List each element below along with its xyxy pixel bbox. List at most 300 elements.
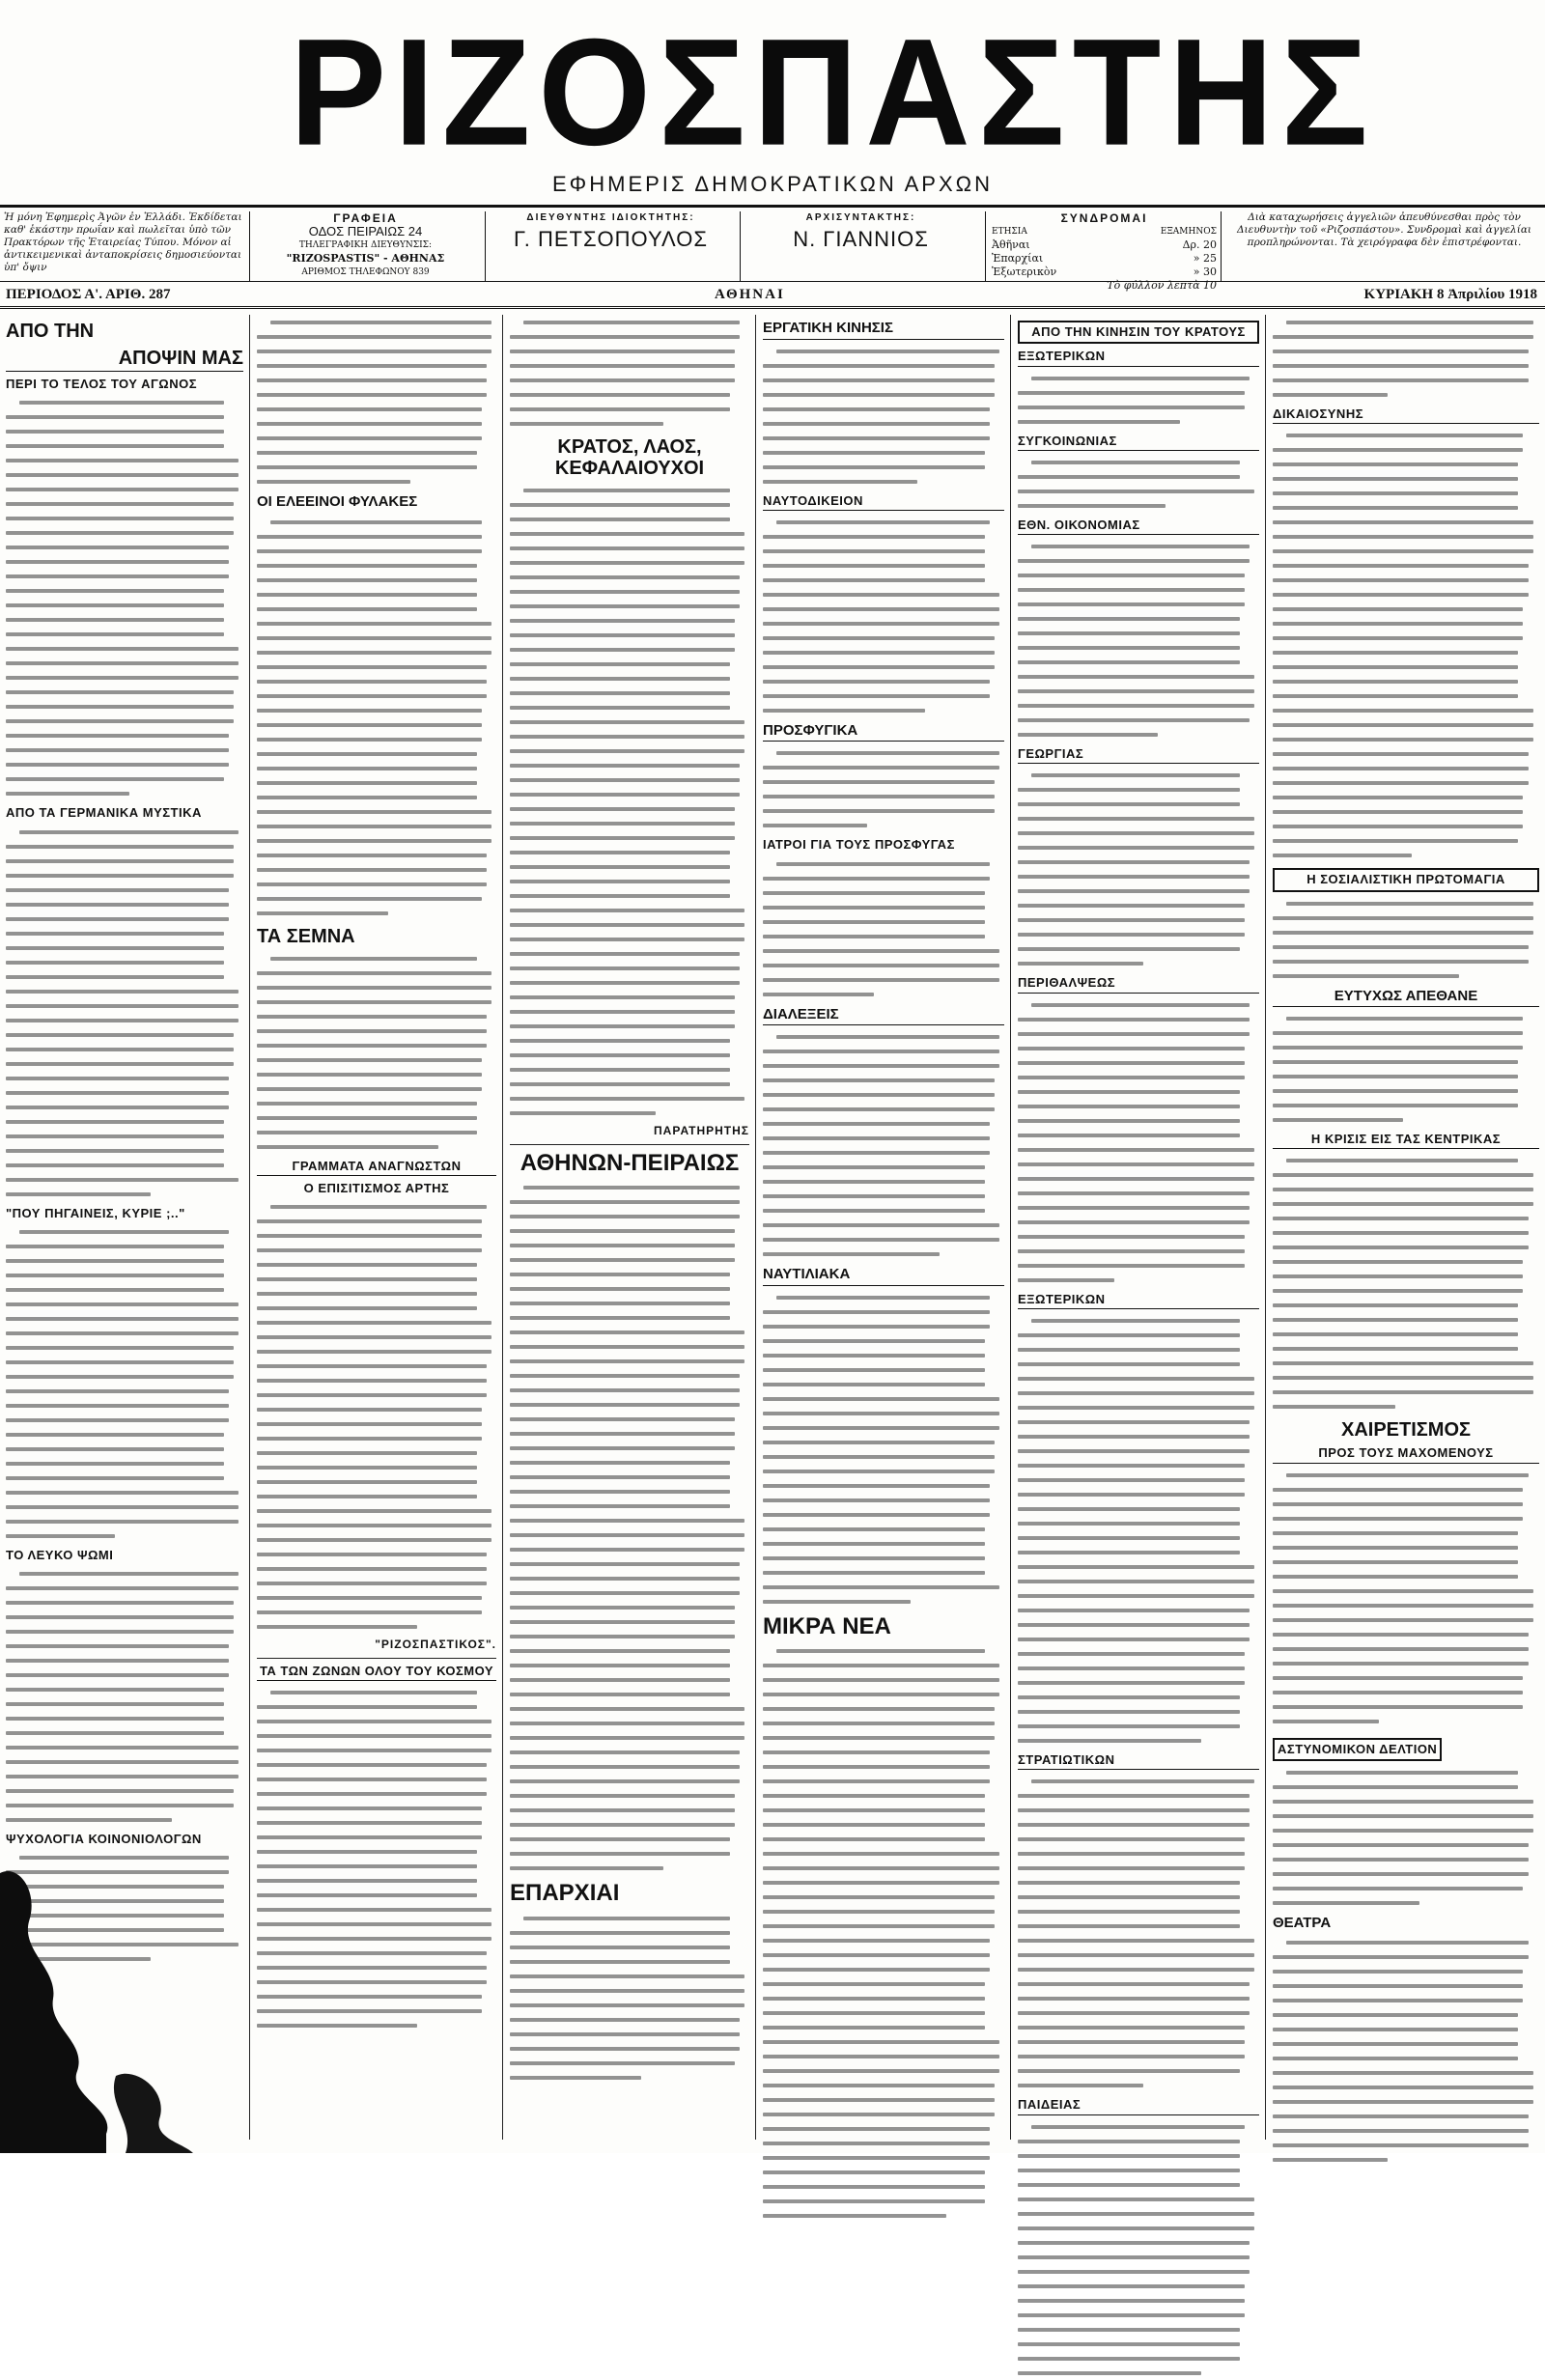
- text-line: [257, 630, 496, 645]
- article-body: [257, 1199, 496, 1634]
- text-line: [1018, 626, 1259, 640]
- text-line: [1018, 2163, 1259, 2177]
- text-line: [1018, 1386, 1259, 1400]
- text-line: [510, 1296, 749, 1310]
- text-line: [1273, 717, 1539, 732]
- text-line: [6, 1725, 243, 1740]
- offices-phone: ΑΡΙΘΜΟΣ ΤΗΛΕΦΩΝΟΥ 839: [301, 267, 430, 277]
- text-line: [1273, 1069, 1539, 1083]
- text-line: [1273, 645, 1539, 659]
- text-line: [257, 848, 496, 862]
- text-line: [1018, 1157, 1259, 1171]
- text-line: [763, 1832, 1004, 1846]
- text-line: [1018, 1788, 1259, 1803]
- text-line: [763, 1918, 1004, 1933]
- text-line: [510, 2041, 749, 2056]
- article-body: [510, 315, 749, 431]
- text-line: [763, 2121, 1004, 2136]
- text-line: [763, 1232, 1004, 1246]
- text-line: [763, 818, 1004, 832]
- text-line: [257, 1801, 496, 1815]
- text-line: [1018, 1661, 1259, 1675]
- text-line: [257, 1214, 496, 1228]
- text-line: [763, 1420, 1004, 1435]
- text-line: [763, 1788, 1004, 1803]
- text-line: [257, 616, 496, 630]
- text-line: [6, 656, 243, 670]
- text-line: [1273, 315, 1539, 329]
- text-line: [763, 1290, 1004, 1304]
- text-line: [1018, 956, 1259, 970]
- text-line: [257, 877, 496, 891]
- text-line: [510, 497, 749, 512]
- text-line: [257, 2003, 496, 2018]
- text-line: [763, 885, 1004, 900]
- text-line: [510, 1629, 749, 1643]
- offices-telegraph-label: ΤΗΛΕΓΡΑΦΙΚΗ ΔΙΕΥΘΥΝΣΙΣ:: [298, 240, 433, 250]
- text-line: [1018, 898, 1259, 912]
- text-line: [1273, 1399, 1539, 1414]
- text-line: [1018, 1918, 1259, 1933]
- text-line: [510, 1484, 749, 1498]
- text-line: [763, 1348, 1004, 1362]
- text-line: [257, 1619, 496, 1634]
- column-5: [1018, 315, 1259, 2140]
- text-line: [1273, 457, 1539, 471]
- text-line: [1018, 727, 1259, 742]
- text-line: [1273, 1612, 1539, 1627]
- article-body: [763, 856, 1004, 1001]
- text-line: [763, 1536, 1004, 1551]
- text-line: [6, 1740, 243, 1754]
- text-line: [257, 1888, 496, 1902]
- text-line: [763, 1643, 1004, 1658]
- text-line: [510, 1354, 749, 1368]
- text-line: [257, 966, 496, 980]
- text-line: [763, 2092, 1004, 2107]
- text-line: [1273, 630, 1539, 645]
- text-line: [763, 1875, 1004, 1890]
- text-line: [510, 1730, 749, 1745]
- article-heading: ΠΑΙΔΕΙΑΣ: [1018, 2098, 1259, 2114]
- text-line: [510, 1861, 749, 1875]
- text-line: [1273, 1765, 1539, 1779]
- subs-half: ΕΞΑΜΗΝΟΣ: [1160, 227, 1217, 237]
- torn-paper-damage: [0, 1834, 193, 2153]
- article-body: [510, 1180, 749, 1875]
- text-line: [510, 671, 749, 686]
- text-line: [1273, 1823, 1539, 1837]
- text-line: [763, 2194, 1004, 2208]
- text-line: [510, 526, 749, 541]
- text-line: [6, 1514, 243, 1528]
- text-line: [1273, 1779, 1539, 1794]
- article-heading: ΝΑΥΤΙΛΙΑΚΑ: [763, 1267, 1004, 1286]
- text-line: [510, 845, 749, 859]
- text-line: [257, 1728, 496, 1743]
- article-heading: ΤΑ ΣΕΜΝΑ: [257, 925, 355, 947]
- text-line: [510, 2012, 749, 2027]
- text-line: [6, 714, 243, 728]
- text-line: [257, 1315, 496, 1330]
- text-line: [6, 1624, 243, 1638]
- article-heading: ΑΣΤΥΝΟΜΙΚΟΝ ΔΕΛΤΙΟΝ: [1273, 1738, 1442, 1761]
- text-line: [6, 1042, 243, 1056]
- text-line: [1273, 2065, 1539, 2080]
- text-line: [763, 2049, 1004, 2063]
- text-line: [510, 1470, 749, 1484]
- text-line: [763, 1478, 1004, 1493]
- offices-heading: ΓΡΑΦΕΙΑ: [333, 211, 398, 225]
- text-line: [763, 358, 1004, 373]
- text-line: [510, 903, 749, 917]
- text-line: [1018, 1817, 1259, 1832]
- text-line: [1018, 1273, 1259, 1287]
- text-line: [510, 917, 749, 932]
- text-line: [1018, 1400, 1259, 1414]
- text-line: [1273, 910, 1539, 925]
- text-line: [1018, 640, 1259, 655]
- article-body: [1273, 896, 1539, 983]
- text-line: [257, 775, 496, 790]
- subs-row-label: Ἐξωτερικὸν: [992, 266, 1057, 278]
- text-line: [1273, 558, 1539, 573]
- text-line: [763, 1701, 1004, 1716]
- text-line: [510, 1832, 749, 1846]
- subs-row-label: Ἐπαρχίαι: [992, 252, 1044, 265]
- text-line: [763, 1846, 1004, 1861]
- article-body: [763, 1290, 1004, 1609]
- text-line: [1018, 1229, 1259, 1244]
- text-line: [1273, 775, 1539, 790]
- text-line: [1018, 2063, 1259, 2078]
- text-line: [510, 714, 749, 729]
- text-line: [6, 453, 243, 467]
- text-line: [510, 1033, 749, 1048]
- text-line: [1273, 329, 1539, 344]
- text-line: [763, 1933, 1004, 1947]
- text-line: [510, 358, 749, 373]
- text-line: [257, 1815, 496, 1830]
- text-line: [1018, 1530, 1259, 1545]
- text-line: [763, 1991, 1004, 2005]
- text-line: [1018, 1487, 1259, 1501]
- text-line: [1018, 840, 1259, 854]
- text-line: [1273, 2051, 1539, 2065]
- text-line: [510, 1542, 749, 1556]
- text-line: [1018, 768, 1259, 782]
- text-line: [6, 1282, 243, 1297]
- text-line: [763, 1391, 1004, 1406]
- text-line: [257, 645, 496, 659]
- text-line: [257, 1139, 496, 1154]
- text-line: [1018, 1516, 1259, 1530]
- text-line: [1273, 1670, 1539, 1685]
- text-line: [1273, 544, 1539, 558]
- text-line: [763, 2078, 1004, 2092]
- text-line: [510, 1252, 749, 1267]
- text-line: [1273, 1699, 1539, 1714]
- text-line: [763, 1333, 1004, 1348]
- text-line: [510, 628, 749, 642]
- text-line: [1273, 1182, 1539, 1196]
- text-line: [6, 1129, 243, 1143]
- issue-number: ΠΕΡΙΟΔΟΣ Α'. ΑΡΙΘ. 287: [6, 287, 171, 302]
- article-heading: ΘΕΑΤΡΑ: [1273, 1914, 1332, 1931]
- text-line: [1018, 782, 1259, 797]
- text-line: [1018, 1617, 1259, 1632]
- text-line: [6, 1667, 243, 1682]
- text-line: [1018, 1041, 1259, 1055]
- text-line: [1273, 1935, 1539, 1949]
- text-line: [1273, 1808, 1539, 1823]
- text-line: [763, 431, 1004, 445]
- text-line: [1018, 1846, 1259, 1861]
- editor-name: Ν. ΓΙΑΝΝΙΟΣ: [793, 227, 929, 251]
- text-line: [510, 1412, 749, 1426]
- text-line: [1273, 529, 1539, 544]
- text-line: [510, 1513, 749, 1527]
- text-line: [510, 859, 749, 874]
- article-body: [257, 951, 496, 1154]
- text-line: [1273, 602, 1539, 616]
- text-line: [257, 891, 496, 906]
- text-line: [1273, 2022, 1539, 2036]
- text-line: [510, 1004, 749, 1019]
- text-line: [763, 1580, 1004, 1594]
- text-line: [1273, 1283, 1539, 1298]
- owner-name: Γ. ΠΕΤΣΟΠΟΥΛΟΣ: [514, 227, 708, 251]
- text-line: [1018, 1832, 1259, 1846]
- section-heading: ΕΡΓΑΤΙΚΗ ΚΙΝΗΣΙΣ: [763, 321, 1004, 340]
- text-line: [6, 940, 243, 955]
- text-line: [6, 598, 243, 612]
- text-line: [257, 1844, 496, 1859]
- text-line: [763, 745, 1004, 760]
- text-line: [510, 1817, 749, 1832]
- text-line: [6, 911, 243, 926]
- text-line: [763, 402, 1004, 416]
- text-line: [257, 761, 496, 775]
- text-line: [510, 1426, 749, 1441]
- text-line: [6, 1413, 243, 1427]
- text-line: [6, 1071, 243, 1085]
- text-line: [1273, 1656, 1539, 1670]
- text-line: [6, 1442, 243, 1456]
- divider: [510, 1144, 749, 1145]
- text-line: [510, 1846, 749, 1861]
- text-line: [510, 373, 749, 387]
- text-line: [6, 926, 243, 940]
- text-line: [6, 569, 243, 583]
- text-line: [1273, 1327, 1539, 1341]
- text-line: [6, 467, 243, 482]
- text-line: [1018, 1603, 1259, 1617]
- article-body: [257, 1685, 496, 2032]
- text-line: [510, 1368, 749, 1383]
- text-line: [6, 1326, 243, 1340]
- text-line: [763, 387, 1004, 402]
- text-line: [1018, 1458, 1259, 1472]
- text-line: [257, 1081, 496, 1096]
- text-line: [510, 1969, 749, 1983]
- text-line: [1018, 1704, 1259, 1719]
- text-line: [510, 2070, 749, 2085]
- text-line: [1273, 1011, 1539, 1025]
- text-line: [257, 1125, 496, 1139]
- text-line: [1273, 2007, 1539, 2022]
- text-line: [1018, 1113, 1259, 1128]
- text-line: [1273, 1312, 1539, 1327]
- text-line: [6, 525, 243, 540]
- article-body: [6, 1566, 243, 1827]
- article-heading: ΚΡΑΤΟΣ, ΛΑΟΣ, ΚΕΦΑΛΑΙΟΥΧΟΙ: [554, 436, 705, 479]
- text-line: [1018, 2020, 1259, 2034]
- notice-box: Ἡ μόνη Ἐφημερὶς Ἀγῶν ἐν Ἑλλάδι. Ἐκδίδεται καθ' ἑκάστην πρωΐαν καὶ πωλεῖται ὑπὸ τῶν Πρακτόρων τῆς Ἑταιρείας Τύπου. Μόνον αἱ ἀντικειμενικαὶ ἀνταποκρίσεις δημοσιεύονται ὑπ' ὄψιν: [4, 211, 242, 273]
- text-line: [257, 460, 496, 474]
- text-line: [1018, 1904, 1259, 1918]
- text-line: [1018, 1171, 1259, 1186]
- text-line: [1273, 1949, 1539, 1964]
- text-line: [257, 1199, 496, 1214]
- article-heading: ΠΕΡΙΘΑΛΨΕΩΣ: [1018, 976, 1259, 993]
- section-heading: ΑΠΟ ΤΗΝ ΚΙΝΗΣΙΝ ΤΟΥ ΚΡΑΤΟΥΣ: [1018, 321, 1259, 344]
- article-body: [6, 395, 243, 800]
- text-line: [763, 1890, 1004, 1904]
- text-line: [1018, 469, 1259, 484]
- text-line: [1273, 1583, 1539, 1598]
- text-line: [257, 1743, 496, 1757]
- text-line: [1273, 819, 1539, 833]
- text-line: [763, 558, 1004, 573]
- column-rule: [1010, 315, 1011, 2140]
- text-line: [257, 558, 496, 573]
- text-line: [6, 1595, 243, 1610]
- text-line: [1273, 1964, 1539, 1978]
- text-line: [1273, 387, 1539, 402]
- article-heading: ΕΞΩΤΕΡΙΚΩΝ: [1018, 1293, 1259, 1309]
- text-line: [6, 1456, 243, 1470]
- article-heading: "ΠΟΥ ΠΗΓΑΙΝΕΙΣ, ΚΥΡΙΕ ;..": [6, 1205, 185, 1220]
- text-line: [1018, 1258, 1259, 1273]
- text-line: [1273, 761, 1539, 775]
- article-body: [510, 483, 749, 1120]
- text-line: [6, 1311, 243, 1326]
- subscriptions-box: [985, 211, 1217, 292]
- text-line: [763, 1962, 1004, 1976]
- text-line: [1273, 2152, 1539, 2167]
- text-line: [763, 344, 1004, 358]
- text-line: [510, 743, 749, 758]
- text-line: [6, 1187, 243, 1201]
- article-heading: ΨΥΧΟΛΟΓΙΑ ΚΟΙΝΟΝΙΟΛΟΓΩΝ: [6, 1832, 202, 1847]
- subs-row-label: Ἀθῆναι: [992, 238, 1030, 251]
- text-line: [510, 1643, 749, 1658]
- text-line: [510, 1954, 749, 1969]
- text-line: [510, 483, 749, 497]
- text-line: [1273, 1554, 1539, 1569]
- text-line: [510, 772, 749, 787]
- text-line: [510, 946, 749, 961]
- text-line: [510, 1281, 749, 1296]
- text-line: [1018, 1414, 1259, 1429]
- text-line: [510, 1048, 749, 1062]
- text-line: [510, 830, 749, 845]
- text-line: [257, 387, 496, 402]
- column-3: [510, 315, 749, 2140]
- text-line: [6, 969, 243, 984]
- text-line: [257, 1946, 496, 1960]
- article-body: [1273, 428, 1539, 862]
- text-line: [257, 980, 496, 994]
- text-line: [257, 833, 496, 848]
- text-line: [763, 1087, 1004, 1102]
- text-line: [257, 315, 496, 329]
- column-rule: [502, 315, 503, 2140]
- text-line: [763, 1246, 1004, 1261]
- text-line: [6, 998, 243, 1013]
- text-line: [763, 2005, 1004, 2020]
- subscriptions-heading: ΣΥΝΔΡΟΜΑΙ: [1060, 211, 1148, 225]
- text-line: [1273, 1497, 1539, 1511]
- text-line: [257, 674, 496, 688]
- text-line: [1018, 1861, 1259, 1875]
- text-line: [1018, 2049, 1259, 2063]
- text-line: [510, 961, 749, 975]
- text-line: [257, 1344, 496, 1358]
- text-line: [763, 1551, 1004, 1565]
- text-line: [1273, 2036, 1539, 2051]
- text-line: [257, 1532, 496, 1547]
- text-line: [763, 2063, 1004, 2078]
- text-line: [510, 1788, 749, 1803]
- text-line: [1018, 684, 1259, 698]
- text-line: [257, 862, 496, 877]
- text-line: [6, 1798, 243, 1812]
- text-line: [6, 882, 243, 897]
- text-line: [763, 1406, 1004, 1420]
- article-signature: "ΡΙΖΟΣΠΑΣΤΙΚΟΣ".: [375, 1638, 496, 1652]
- text-line: [763, 1522, 1004, 1536]
- article-heading: ΟΙ ΕΛΕΕΙΝΟΙ ΦΥΛΑΚΕΣ: [257, 493, 418, 510]
- text-line: [1273, 1240, 1539, 1254]
- text-line: [510, 570, 749, 584]
- text-line: [763, 1774, 1004, 1788]
- text-line: [510, 1106, 749, 1120]
- text-line: [510, 1556, 749, 1571]
- offices-telegraph: "RIZOSPASTIS" - ΑΘΗΝΑΣ: [286, 252, 445, 265]
- article-signature: ΠΑΡΑΤΗΡΗΤΗΣ: [654, 1124, 749, 1137]
- article-heading: ΕΥΤΥΧΩΣ ΑΠΕΘΑΝΕ: [1273, 989, 1539, 1008]
- text-line: [763, 1861, 1004, 1875]
- text-line: [763, 943, 1004, 958]
- text-line: [1273, 1540, 1539, 1554]
- text-line: [763, 1029, 1004, 1044]
- text-line: [1018, 826, 1259, 840]
- text-line: [1273, 428, 1539, 442]
- article-body: [1273, 315, 1539, 402]
- text-line: [763, 544, 1004, 558]
- text-line: [510, 729, 749, 743]
- text-line: [763, 2165, 1004, 2179]
- text-line: [6, 1114, 243, 1129]
- text-line: [1273, 925, 1539, 939]
- text-line: [510, 512, 749, 526]
- text-line: [1018, 371, 1259, 385]
- article-heading: ΧΑΙΡΕΤΙΣΜΟΣ: [1340, 1419, 1471, 1442]
- subs-row-value: » 30: [1193, 266, 1217, 278]
- text-line: [1273, 1641, 1539, 1656]
